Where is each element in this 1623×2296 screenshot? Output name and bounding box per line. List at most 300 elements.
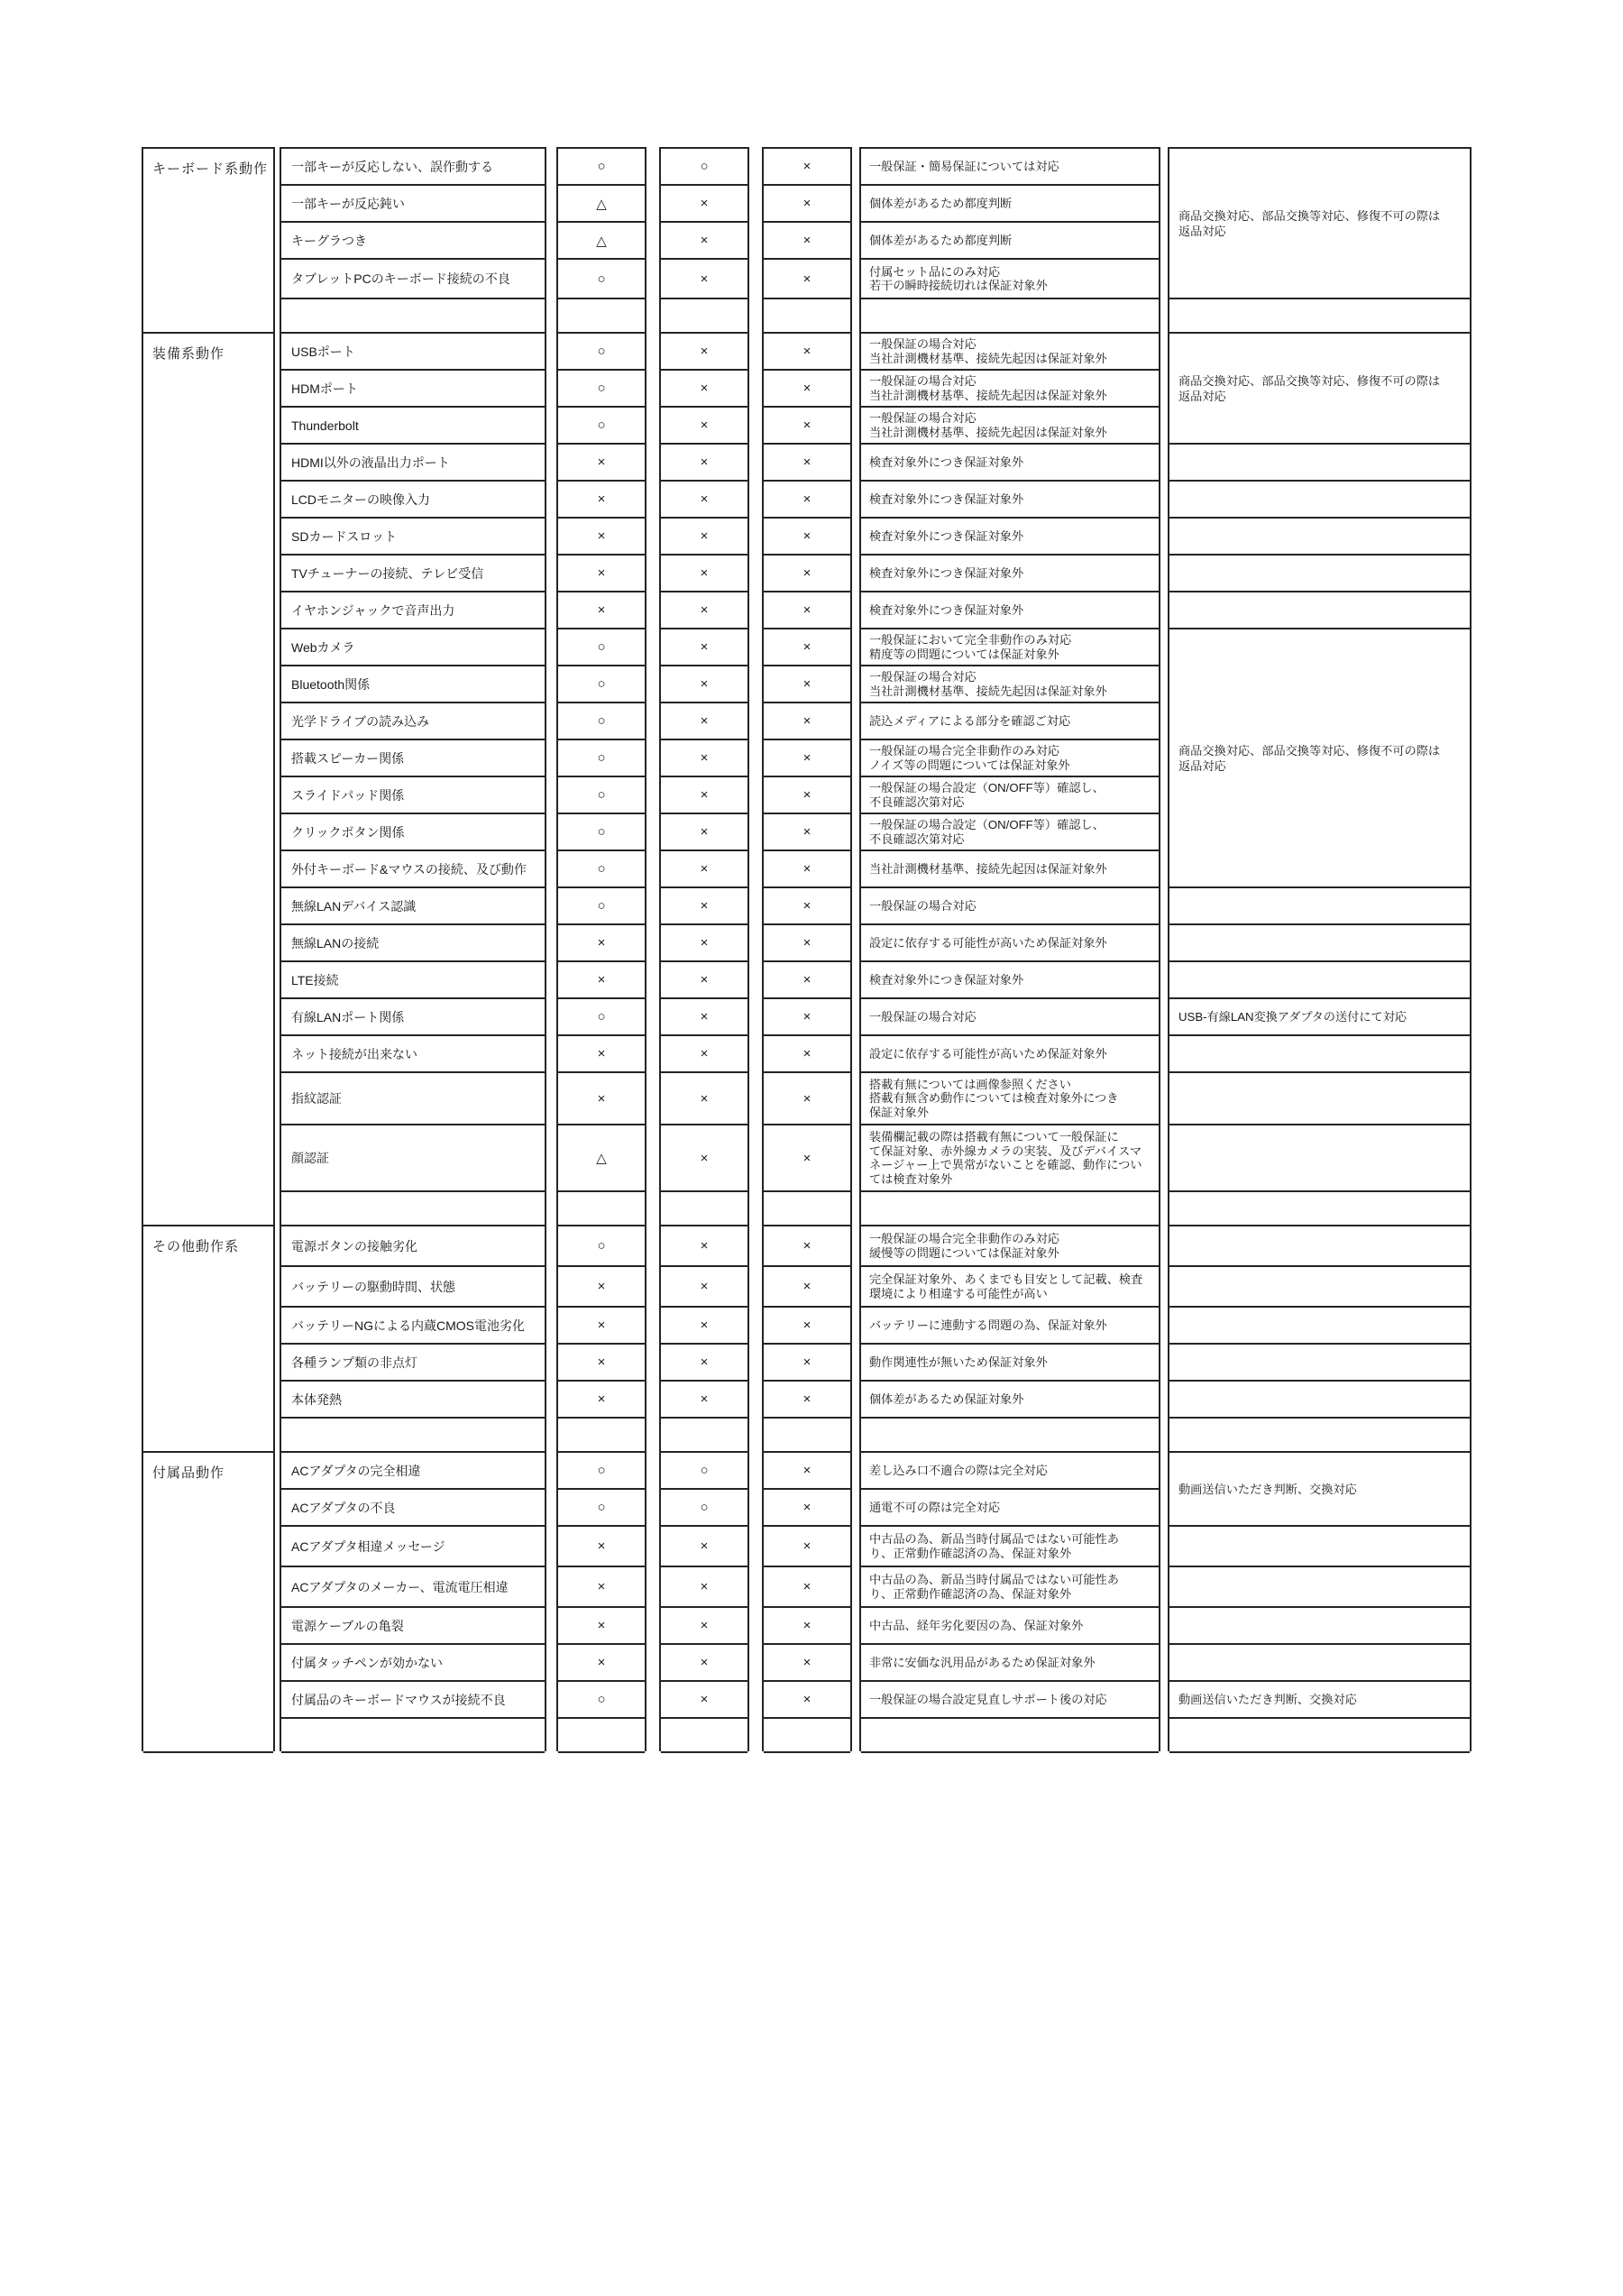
support-mark-cell (558, 1606, 645, 1643)
description-cell (861, 1124, 1159, 1190)
note-text: 返品対応 (1178, 389, 1226, 403)
support-mark: × (802, 824, 812, 840)
item-label: 搭載スピーカー関係 (291, 750, 405, 766)
description-text: り、正常動作確認済の為、保証対象外 (869, 1546, 1072, 1560)
item-cell (281, 221, 545, 258)
support-mark: △ (596, 233, 607, 249)
description-text: バッテリーに連動する問題の為、保証対象外 (869, 1318, 1107, 1332)
support-mark-cell (558, 1343, 645, 1380)
note-text: USB-有線LAN変換アダプタの送付にて対応 (1178, 1010, 1408, 1024)
support-mark-cell (558, 332, 645, 369)
note-cell (1169, 1525, 1470, 1566)
mark1-column (659, 147, 749, 1751)
item-label: 無線LANの接続 (291, 935, 380, 951)
item-label: イヤホンジャックで音声出力 (291, 602, 455, 618)
support-mark: × (802, 1618, 812, 1633)
support-mark-cell (764, 850, 850, 886)
description-text: 付属セット品にのみ対応 (869, 264, 1001, 279)
support-mark-cell (764, 1451, 850, 1488)
item-label: 電源ケーブルの亀裂 (291, 1618, 404, 1633)
support-mark: × (597, 565, 606, 581)
description-text: 個体差があるため都度判断 (869, 233, 1013, 247)
table-bottom-border (661, 1751, 747, 1753)
item-cell (281, 258, 545, 298)
support-mark: × (802, 898, 812, 914)
support-mark-cell (764, 1071, 850, 1124)
section-spacer-cell (661, 1717, 747, 1751)
description-text: 検査対象外につき保証対象外 (869, 565, 1024, 580)
section-spacer-cell (661, 298, 747, 332)
support-mark: ○ (597, 639, 606, 655)
support-mark: × (802, 972, 812, 987)
item-cell (281, 1124, 545, 1190)
support-mark-cell (558, 665, 645, 702)
support-mark: × (802, 1009, 812, 1024)
description-text: 精度等の問題については保証対象外 (869, 647, 1059, 661)
description-text: 一般保証の場合完全非動作のみ対応 (869, 1232, 1059, 1245)
support-mark-cell (661, 554, 747, 591)
support-mark-cell (558, 1034, 645, 1071)
support-mark: ○ (700, 1500, 709, 1515)
note-cell (1169, 332, 1470, 443)
support-mark: × (700, 1238, 709, 1254)
support-mark-cell (661, 1071, 747, 1124)
support-mark: △ (596, 1151, 607, 1166)
support-mark-cell (558, 1265, 645, 1306)
item-cell (281, 1343, 545, 1380)
support-mark: ○ (597, 1692, 606, 1707)
support-mark: ○ (700, 1463, 709, 1478)
description-text: 中古品、経年劣化要因の為、保証対象外 (869, 1618, 1084, 1632)
support-mark-cell (661, 517, 747, 554)
note-text: 動画送信いただき判断、交換対応 (1178, 1693, 1357, 1706)
support-mark: × (700, 1391, 709, 1407)
item-cell (281, 960, 545, 997)
support-mark: ○ (597, 1463, 606, 1478)
description-cell (861, 406, 1159, 443)
description-text: 装備欄記載の際は搭載有無について一般保証に (869, 1130, 1119, 1143)
support-mark-cell (764, 591, 850, 628)
support-mark: × (802, 1500, 812, 1515)
item-label: Webカメラ (291, 639, 355, 655)
description-cell (861, 369, 1159, 406)
item-label: LTE接続 (291, 972, 339, 987)
support-mark-cell (764, 665, 850, 702)
description-text: 一般保証・簡易保証については対応 (869, 159, 1059, 173)
description-text: 搭載有無含め動作については検査対象外につき (869, 1091, 1119, 1106)
description-cell (861, 1306, 1159, 1343)
support-mark-cell (764, 1306, 850, 1343)
support-mark: × (802, 861, 812, 877)
support-mark: × (802, 159, 812, 174)
support-mark-cell (764, 1525, 850, 1566)
support-mark-cell (558, 628, 645, 665)
support-mark-cell (764, 997, 850, 1034)
support-mark-cell (558, 813, 645, 850)
support-mark: ○ (597, 824, 606, 840)
support-mark: × (802, 1692, 812, 1707)
section-spacer-cell (861, 298, 1159, 332)
support-mark: × (700, 1150, 709, 1166)
support-mark-cell (661, 1265, 747, 1306)
item-cell (281, 739, 545, 776)
item-cell (281, 997, 545, 1034)
support-mark-cell (764, 1265, 850, 1306)
support-mark-cell (558, 1488, 645, 1525)
support-mark: × (802, 1655, 812, 1670)
support-mark: × (802, 750, 812, 766)
item-label: 一部キーが反応鈍い (291, 196, 405, 211)
description-text: ネージャー上で異常がないことを確認、動作につい (869, 1158, 1142, 1171)
support-mark-cell (661, 702, 747, 739)
support-mark-cell (558, 997, 645, 1034)
description-cell (861, 923, 1159, 960)
support-mark: × (802, 1279, 812, 1294)
item-label: USBポート (291, 344, 355, 359)
support-mark: × (802, 1150, 812, 1166)
description-text: 若干の瞬時接続切れは保証対象外 (869, 279, 1048, 292)
item-label: 本体発熱 (291, 1391, 342, 1407)
support-mark: × (700, 787, 709, 803)
description-cell (861, 739, 1159, 776)
support-mark-cell (661, 886, 747, 923)
description-cell (861, 1680, 1159, 1717)
category-label: 装備系動作 (152, 346, 225, 362)
item-label: 付属タッチペンが効かない (291, 1655, 443, 1670)
note-cell (1169, 923, 1470, 960)
item-label: 顔認証 (291, 1151, 329, 1165)
support-mark: × (597, 1391, 606, 1407)
support-mark: ○ (597, 787, 606, 803)
support-mark: × (597, 1318, 606, 1333)
item-cell (281, 1034, 545, 1071)
note-text: 商品交換対応、部品交換等対応、修復不可の際は (1178, 743, 1441, 758)
note-column (1168, 147, 1472, 1751)
description-cell (861, 1451, 1159, 1488)
support-mark: × (700, 750, 709, 766)
support-mark: × (700, 233, 709, 248)
support-mark-cell (558, 1525, 645, 1566)
support-mark-cell (661, 1606, 747, 1643)
support-mark: × (597, 602, 606, 618)
support-mark-cell (558, 1680, 645, 1717)
support-mark: × (700, 1618, 709, 1633)
item-label: 各種ランプ類の非点灯 (291, 1355, 417, 1370)
category-label: その他動作系 (152, 1239, 240, 1254)
support-mark: × (597, 491, 606, 507)
support-mark: × (700, 1655, 709, 1670)
description-cell (861, 517, 1159, 554)
support-mark: × (700, 1318, 709, 1333)
support-mark: × (597, 1538, 606, 1554)
support-mark: × (700, 381, 709, 396)
item-label: ACアダプタ相違メッセージ (291, 1538, 445, 1554)
description-text: 中古品の為、新品当時付属品ではない可能性あ (869, 1573, 1119, 1586)
desc-column (859, 147, 1160, 1751)
item-label: 指紋認証 (291, 1091, 342, 1106)
item-label: タブレットPCのキーボード接続の不良 (291, 271, 510, 286)
support-mark-cell (764, 813, 850, 850)
mark0-column (556, 147, 646, 1751)
note-cell (1169, 1717, 1470, 1751)
description-text: 検査対象外につき保証対象外 (869, 455, 1024, 469)
support-mark-cell (558, 147, 645, 184)
category-cell (143, 147, 273, 332)
description-text: ては検査対象外 (869, 1171, 953, 1186)
support-mark: × (802, 1391, 812, 1407)
support-mark-cell (764, 443, 850, 480)
description-text: 保証対象外 (869, 1105, 929, 1119)
item-cell (281, 1071, 545, 1124)
support-mark: × (700, 271, 709, 287)
support-mark-cell (661, 1525, 747, 1566)
support-mark: × (700, 565, 709, 581)
support-mark: × (700, 418, 709, 433)
category-label: キーボード系動作 (152, 161, 269, 177)
note-cell (1169, 1343, 1470, 1380)
item-cell (281, 850, 545, 886)
description-cell (861, 1525, 1159, 1566)
support-mark-cell (764, 1680, 850, 1717)
support-mark-cell (558, 1566, 645, 1606)
note-cell (1169, 517, 1470, 554)
support-mark-cell (764, 1124, 850, 1190)
description-text: 一般保証の場合対応 (869, 374, 977, 388)
description-text: 一般保証の場合完全非動作のみ対応 (869, 744, 1059, 758)
description-text: 非常に安価な汎用品があるため保証対象外 (869, 1655, 1096, 1669)
support-mark-cell (764, 923, 850, 960)
item-label: 光学ドライブの読み込み (291, 713, 430, 729)
description-cell (861, 1488, 1159, 1525)
item-label: スライドパッド関係 (291, 787, 405, 803)
description-cell (861, 443, 1159, 480)
item-cell (281, 886, 545, 923)
item-cell (281, 1525, 545, 1566)
table-bottom-border (281, 1751, 545, 1753)
description-cell (861, 1380, 1159, 1417)
note-cell (1169, 298, 1470, 332)
support-mark-cell (558, 923, 645, 960)
item-label: HDMI以外の液晶出力ポート (291, 455, 450, 470)
section-spacer-cell (281, 1190, 545, 1225)
description-text: 一般保証の場合設定（ON/OFF等）確認し、 (869, 781, 1105, 794)
support-mark-cell (661, 1566, 747, 1606)
support-mark: × (597, 1279, 606, 1294)
category-column (142, 147, 275, 1751)
category-cell (143, 332, 273, 1225)
support-mark-cell (764, 1380, 850, 1417)
description-cell (861, 850, 1159, 886)
section-spacer-cell (558, 1717, 645, 1751)
item-cell (281, 628, 545, 665)
item-cell (281, 443, 545, 480)
item-label: キーグラつき (291, 233, 367, 248)
note-cell (1169, 1306, 1470, 1343)
section-spacer-cell (281, 298, 545, 332)
support-mark-cell (764, 702, 850, 739)
support-mark-cell (764, 960, 850, 997)
description-text: 検査対象外につき保証対象外 (869, 528, 1024, 543)
table-bottom-border (143, 1751, 273, 1753)
support-mark-cell (661, 1225, 747, 1265)
support-mark-cell (661, 480, 747, 517)
description-cell (861, 886, 1159, 923)
item-label: ACアダプタのメーカー、電流電圧相違 (291, 1579, 509, 1594)
support-mark: × (802, 1046, 812, 1061)
support-mark-cell (661, 1343, 747, 1380)
note-cell (1169, 960, 1470, 997)
item-cell (281, 1451, 545, 1488)
support-mark-cell (661, 332, 747, 369)
support-mark-cell (661, 1451, 747, 1488)
support-mark: × (597, 1655, 606, 1670)
mark2-column (762, 147, 852, 1751)
support-mark-cell (661, 997, 747, 1034)
support-mark-cell (558, 480, 645, 517)
note-cell (1169, 1190, 1470, 1225)
item-cell (281, 147, 545, 184)
support-mark: ○ (597, 713, 606, 729)
item-cell (281, 776, 545, 813)
description-cell (861, 776, 1159, 813)
support-mark-cell (661, 628, 747, 665)
support-mark-cell (764, 406, 850, 443)
item-cell (281, 554, 545, 591)
description-cell (861, 1071, 1159, 1124)
item-label: HDMポート (291, 381, 358, 396)
support-mark: × (802, 1318, 812, 1333)
support-mark-cell (661, 1643, 747, 1680)
description-text: 環境により相違する可能性が高い (869, 1286, 1048, 1300)
support-mark: ○ (597, 1500, 606, 1515)
description-cell (861, 1643, 1159, 1680)
support-mark: ○ (597, 271, 606, 287)
support-mark: × (700, 935, 709, 951)
support-mark-cell (558, 369, 645, 406)
item-cell (281, 1380, 545, 1417)
note-cell (1169, 1265, 1470, 1306)
note-cell (1169, 1643, 1470, 1680)
section-spacer-cell (861, 1717, 1159, 1751)
note-cell (1169, 1380, 1470, 1417)
support-mark-cell (764, 1488, 850, 1525)
support-mark: × (802, 344, 812, 359)
support-mark-cell (558, 1306, 645, 1343)
description-text: 一般保証の場合設定見直しサポート後の対応 (869, 1692, 1107, 1706)
item-cell (281, 1566, 545, 1606)
item-label: TVチューナーの接続、テレビ受信 (291, 565, 484, 581)
description-cell (861, 554, 1159, 591)
item-label: 一部キーが反応しない、誤作動する (291, 159, 493, 174)
description-cell (861, 628, 1159, 665)
description-cell (861, 813, 1159, 850)
note-cell (1169, 554, 1470, 591)
description-cell (861, 332, 1159, 369)
support-mark-cell (764, 628, 850, 665)
support-mark-cell (764, 886, 850, 923)
support-mark-cell (661, 665, 747, 702)
description-text: 設定に依存する可能性が高いため保証対象外 (869, 935, 1107, 950)
item-cell (281, 702, 545, 739)
description-cell (861, 480, 1159, 517)
support-mark-cell (764, 480, 850, 517)
note-cell (1169, 628, 1470, 886)
description-cell (861, 1034, 1159, 1071)
description-cell (861, 997, 1159, 1034)
note-text: 返品対応 (1178, 758, 1226, 773)
description-text: 一般保証の場合対応 (869, 898, 977, 913)
support-mark: × (700, 455, 709, 470)
item-cell (281, 1680, 545, 1717)
table-bottom-border (861, 1751, 1159, 1753)
support-mark: × (597, 455, 606, 470)
section-spacer-cell (281, 1717, 545, 1751)
note-cell (1169, 1071, 1470, 1124)
description-text: 一般保証において完全非動作のみ対応 (869, 633, 1072, 647)
description-text: 一般保証の場合設定（ON/OFF等）確認し、 (869, 818, 1105, 831)
description-text: 個体差があるため保証対象外 (869, 1391, 1024, 1406)
support-mark: × (597, 1618, 606, 1633)
support-mark: ○ (597, 898, 606, 914)
support-mark: × (700, 1538, 709, 1554)
section-spacer-cell (764, 1190, 850, 1225)
description-text: 検査対象外につき保証対象外 (869, 491, 1024, 506)
description-cell (861, 702, 1159, 739)
support-mark: × (597, 1046, 606, 1061)
item-label: SDカードスロット (291, 528, 398, 544)
support-mark-cell (661, 923, 747, 960)
note-text: 返品対応 (1178, 224, 1226, 238)
item-cell (281, 1306, 545, 1343)
support-mark: × (700, 196, 709, 211)
support-mark-cell (764, 517, 850, 554)
support-mark: × (802, 233, 812, 248)
support-mark: × (597, 1579, 606, 1594)
note-cell (1169, 1566, 1470, 1606)
support-mark: × (802, 1579, 812, 1594)
support-mark-cell (558, 1124, 645, 1190)
note-cell (1169, 1451, 1470, 1525)
support-mark-cell (764, 776, 850, 813)
support-mark: × (802, 713, 812, 729)
support-mark: ○ (700, 159, 709, 174)
item-label: Bluetooth関係 (291, 676, 371, 692)
support-mark-cell (764, 369, 850, 406)
item-label: 付属品のキーボードマウスが接続不良 (291, 1692, 506, 1707)
note-cell (1169, 1680, 1470, 1717)
note-cell (1169, 443, 1470, 480)
support-mark-cell (558, 850, 645, 886)
item-label: クリックボタン関係 (291, 824, 405, 840)
support-mark: × (700, 528, 709, 544)
support-mark: × (597, 935, 606, 951)
description-text: 完全保証対象外、あくまでも目安として記載、検査 (869, 1272, 1143, 1286)
support-mark-cell (764, 739, 850, 776)
support-mark-cell (558, 258, 645, 298)
support-mark-cell (558, 221, 645, 258)
description-cell (861, 1265, 1159, 1306)
support-mark-cell (661, 813, 747, 850)
support-mark: × (700, 1355, 709, 1370)
support-mark: × (802, 1355, 812, 1370)
support-mark-cell (661, 960, 747, 997)
description-text: 緩慢等の問題については保証対象外 (869, 1245, 1059, 1260)
item-cell (281, 923, 545, 960)
support-mark-cell (661, 739, 747, 776)
support-mark-cell (661, 369, 747, 406)
support-mark: × (802, 271, 812, 287)
description-text: 個体差があるため都度判断 (869, 196, 1013, 210)
